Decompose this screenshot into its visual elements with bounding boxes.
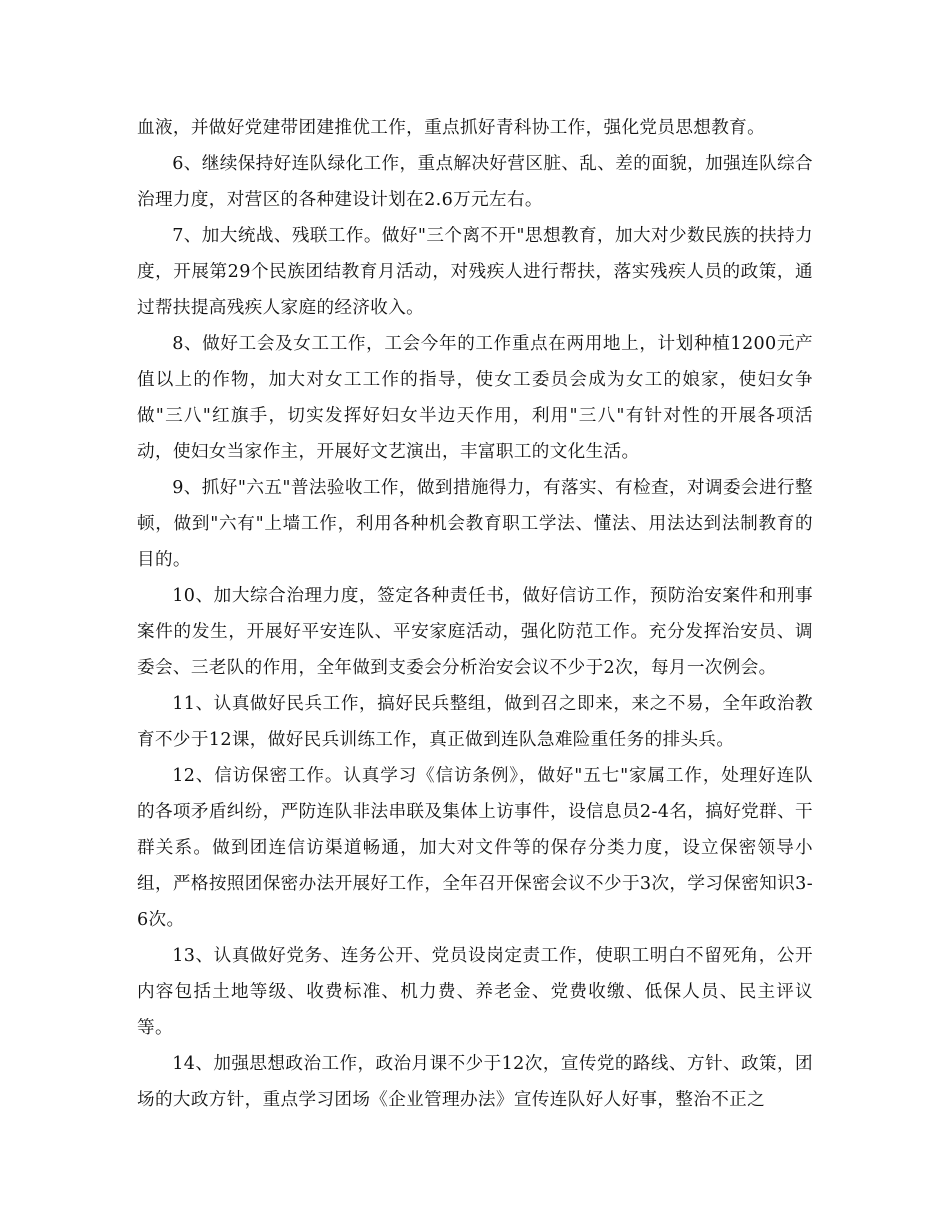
paragraph-item-10: 10、加大综合治理力度，签定各种责任书，做好信访工作，预防治安案件和刑事案件的发生，开展好平安连队、平安家庭活动，强化防范工作。充分发挥治安员、调委会、三老队的作用，全年做到支委会分析治安会议不少于2次，每月一次例会。: [137, 586, 813, 678]
paragraph-continuation: 血液，并做好党建带团建推优工作，重点抓好青科协工作，强化党员思想教育。: [137, 118, 766, 138]
paragraph-item-14: 14、加强思想政治工作，政治月课不少于12次，宣传党的路线、方针、政策，团场的大政方针，重点学习团场《企业管理办法》宣传连队好人好事，整治不正之: [137, 1054, 813, 1110]
paragraph-item-6: 6、继续保持好连队绿化工作，重点解决好营区脏、乱、差的面貌，加强连队综合治理力度，对营区的各种建设计划在2.6万元左右。: [137, 154, 813, 210]
paragraph-item-12: 12、信访保密工作。认真学习《信访条例》，做好"五七"家属工作，处理好连队的各项矛盾纠纷，严防连队非法串联及集体上访事件，设信息员2-4名，搞好党群、干群关系。做到团连信访渠道畅通，加大对文件等的保存分类力度，设立保密领导小组，严格按照团保密办法开展好工作，全年召开保密会议不少于3次，学习保密知识3-6次。: [137, 766, 813, 930]
document-body: [137, 110, 813, 1118]
paragraph-item-8: 8、做好工会及女工工作，工会今年的工作重点在两用地上，计划种植1200元产值以上的作物，加大对女工工作的指导，使女工委员会成为女工的娘家，使妇女争做"三八"红旗手，切实发挥好妇女半边天作用，利用"三八"有针对性的开展各项活动，使妇女当家作主，开展好文艺演出，丰富职工的文化生活。: [137, 334, 813, 462]
paragraph-item-13: 13、认真做好党务、连务公开、党员设岗定责工作，使职工明白不留死角，公开内容包括土地等级、收费标准、机力费、养老金、党费收缴、低保人员、民主评议等。: [137, 946, 813, 1038]
paragraph-item-11: 11、认真做好民兵工作，搞好民兵整组，做到召之即来，来之不易，全年政治教育不少于12课，做好民兵训练工作，真正做到连队急难险重任务的排头兵。: [137, 694, 813, 750]
paragraph-item-7: 7、加大统战、残联工作。做好"三个离不开"思想教育，加大对少数民族的扶持力度，开展第29个民族团结教育月活动，对残疾人进行帮扶，落实残疾人员的政策，通过帮扶提高残疾人家庭的经济收入。: [137, 226, 813, 318]
paragraph-item-9: 9、抓好"六五"普法验收工作，做到措施得力，有落实、有检查，对调委会进行整顿，做到"六有"上墙工作，利用各种机会教育职工学法、懂法、用法达到法制教育的目的。: [137, 478, 813, 570]
